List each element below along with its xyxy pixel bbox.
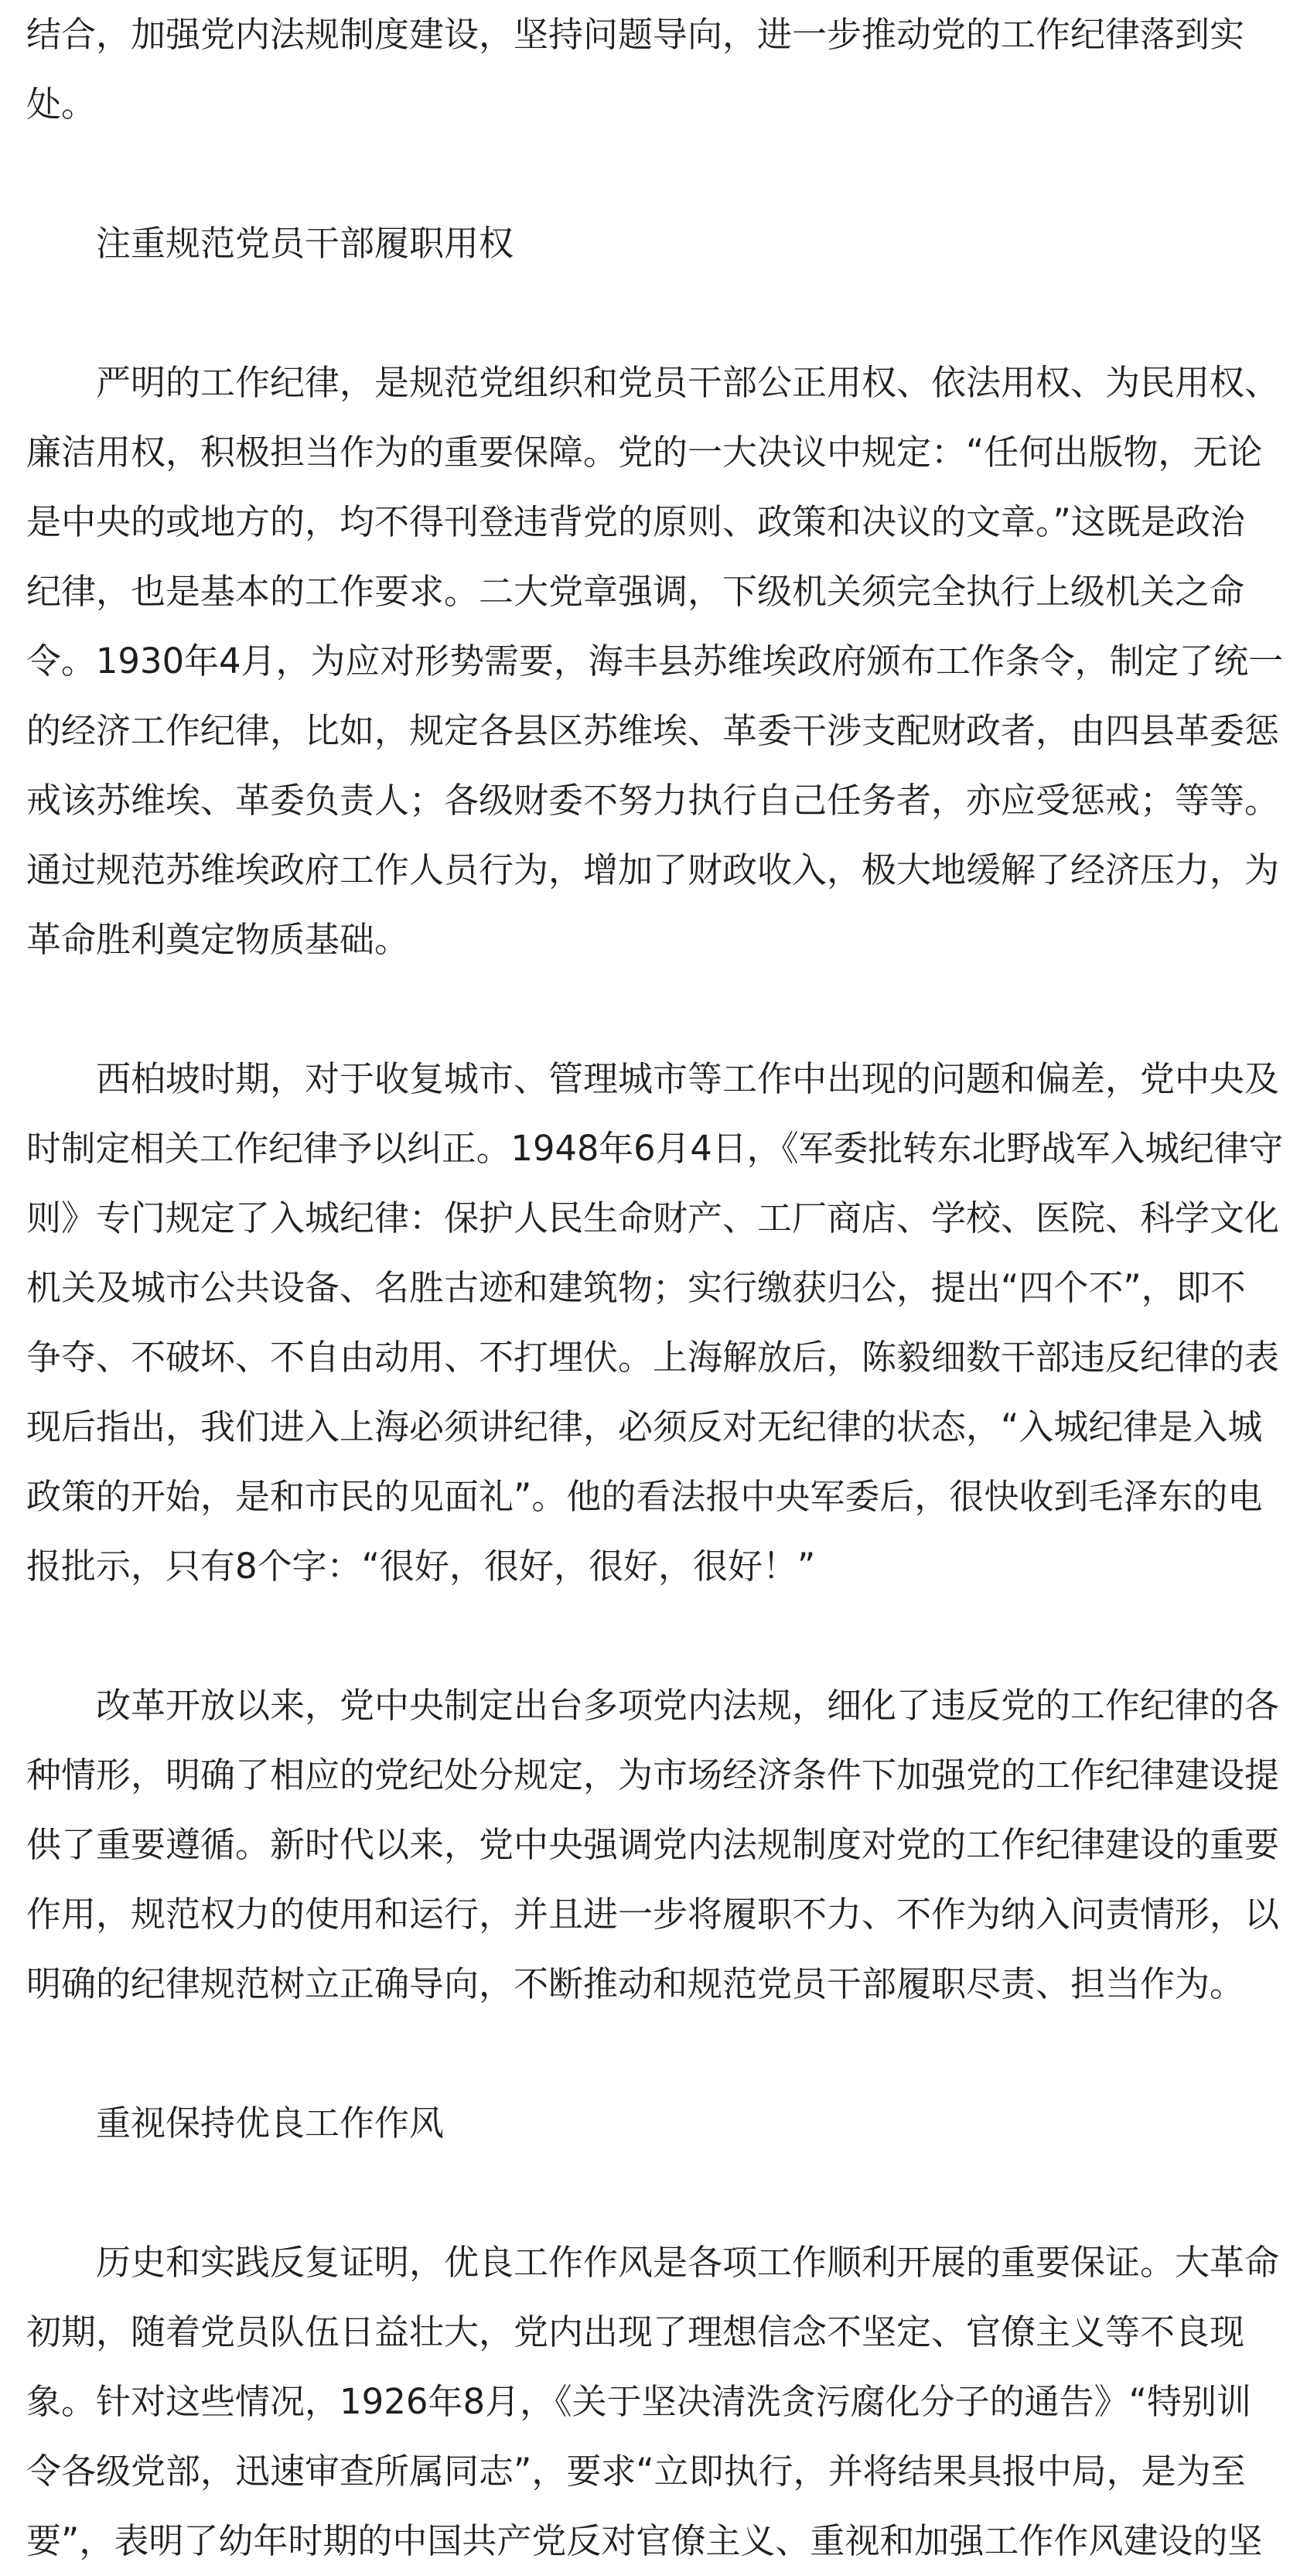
- text-line: 戒该苏维埃、革委负责人；各级财委不努力执行自己任务者，亦应受惩戒；等等。: [26, 780, 1280, 821]
- text-line: 是中央的或地方的，均不得刊登违背党的原则、政策和决议的文章。”这既是政治: [26, 501, 1245, 542]
- text-line: 时制定相关工作纪律予以纠正。1948年6月4日，《军委批转东北野战军入城纪律守: [26, 1128, 1284, 1169]
- paragraph-3: [26, 1671, 1283, 2019]
- paragraph-1: [26, 348, 1283, 975]
- text-line: 政策的开始，是和市民的见面礼”。他的看法报中央军委后，很快收到毛泽东的电: [26, 1476, 1263, 1517]
- text-line: 令。1930年4月，为应对形势需要，海丰县苏维埃政府颁布工作条令，制定了统一: [26, 641, 1284, 682]
- text-line: 令各级党部，迅速审查所属同志”，要求“立即执行，并将结果具报中局，是为至: [26, 2451, 1246, 2492]
- text-line: 纪律，也是基本的工作要求。二大党章强调，下级机关须完全执行上级机关之命: [26, 571, 1245, 612]
- section-heading-2: 重视保持优良工作作风: [96, 2103, 445, 2144]
- text-line: 严明的工作纪律，是规范党组织和党员干部公正用权、依法用权、为民用权、: [96, 362, 1280, 403]
- text-line: 处。: [26, 84, 97, 125]
- text-line: 争夺、不破坏、不自由动用、不打埋伏。上海解放后，陈毅细数干部违反纪律的表: [26, 1337, 1280, 1378]
- text-line: 机关及城市公共设备、名胜古迹和建筑物；实行缴获归公，提出“四个不”，即不: [26, 1267, 1246, 1308]
- text-line: 则》专门规定了入城纪律：保护人民生命财产、工厂商店、学校、医院、科学文化: [26, 1197, 1280, 1238]
- text-line: 初期，随着党员队伍日益壮大，党内出现了理想信念不坚定、官僚主义等不良现: [26, 2311, 1245, 2352]
- paragraph-4: [26, 2228, 1283, 2576]
- text-line: 现后指出，我们进入上海必须讲纪律，必须反对无纪律的状态，“入城纪律是入城: [26, 1406, 1263, 1447]
- text-line: 象。针对这些情况，1926年8月，《关于坚决清洗贪污腐化分子的通告》“特别训: [26, 2381, 1251, 2422]
- text-line: 种情形，明确了相应的党纪处分规定，为市场经济条件下加强党的工作纪律建设提: [26, 1754, 1280, 1795]
- text-line: 报批示，只有8个字：“很好，很好，很好，很好！”: [26, 1546, 816, 1587]
- article-body: [26, 0, 1283, 2576]
- text-line: 供了重要遵循。新时代以来，党中央强调党内法规制度对党的工作纪律建设的重要: [26, 1824, 1280, 1865]
- text-line: 通过规范苏维埃政府工作人员行为，增加了财政收入，极大地缓解了经济压力，为: [26, 849, 1280, 890]
- text-line: 作用，规范权力的使用和运行，并且进一步将履职不力、不作为纳入问责情形，以: [26, 1894, 1280, 1935]
- paragraph-intro-tail: [26, 0, 1283, 139]
- text-line: 改革开放以来，党中央制定出台多项党内法规，细化了违反党的工作纪律的各: [96, 1685, 1280, 1726]
- text-line: 西柏坡时期，对于收复城市、管理城市等工作中出现的问题和偏差，党中央及: [96, 1058, 1280, 1099]
- text-line: 要”，表明了幼年时期的中国共产党反对官僚主义、重视和加强工作作风建设的坚: [26, 2520, 1263, 2561]
- text-line: 廉洁用权，积极担当作为的重要保障。党的一大决议中规定：“任何出版物，无论: [26, 432, 1263, 473]
- text-line: 历史和实践反复证明，优良工作作风是各项工作顺利开展的重要保证。大革命: [96, 2242, 1280, 2283]
- text-line: 明确的纪律规范树立正确导向，不断推动和规范党员干部履职尽责、担当作为。: [26, 1963, 1245, 2004]
- text-line: 结合，加强党内法规制度建设，坚持问题导向，进一步推动党的工作纪律落到实: [26, 14, 1245, 55]
- paragraph-2: [26, 1044, 1283, 1601]
- text-line: 革命胜利奠定物质基础。: [26, 919, 410, 960]
- section-heading-1: 注重规范党员干部履职用权: [96, 223, 514, 264]
- text-line: 的经济工作纪律，比如，规定各县区苏维埃、革委干涉支配财政者，由四县革委惩: [26, 710, 1280, 751]
